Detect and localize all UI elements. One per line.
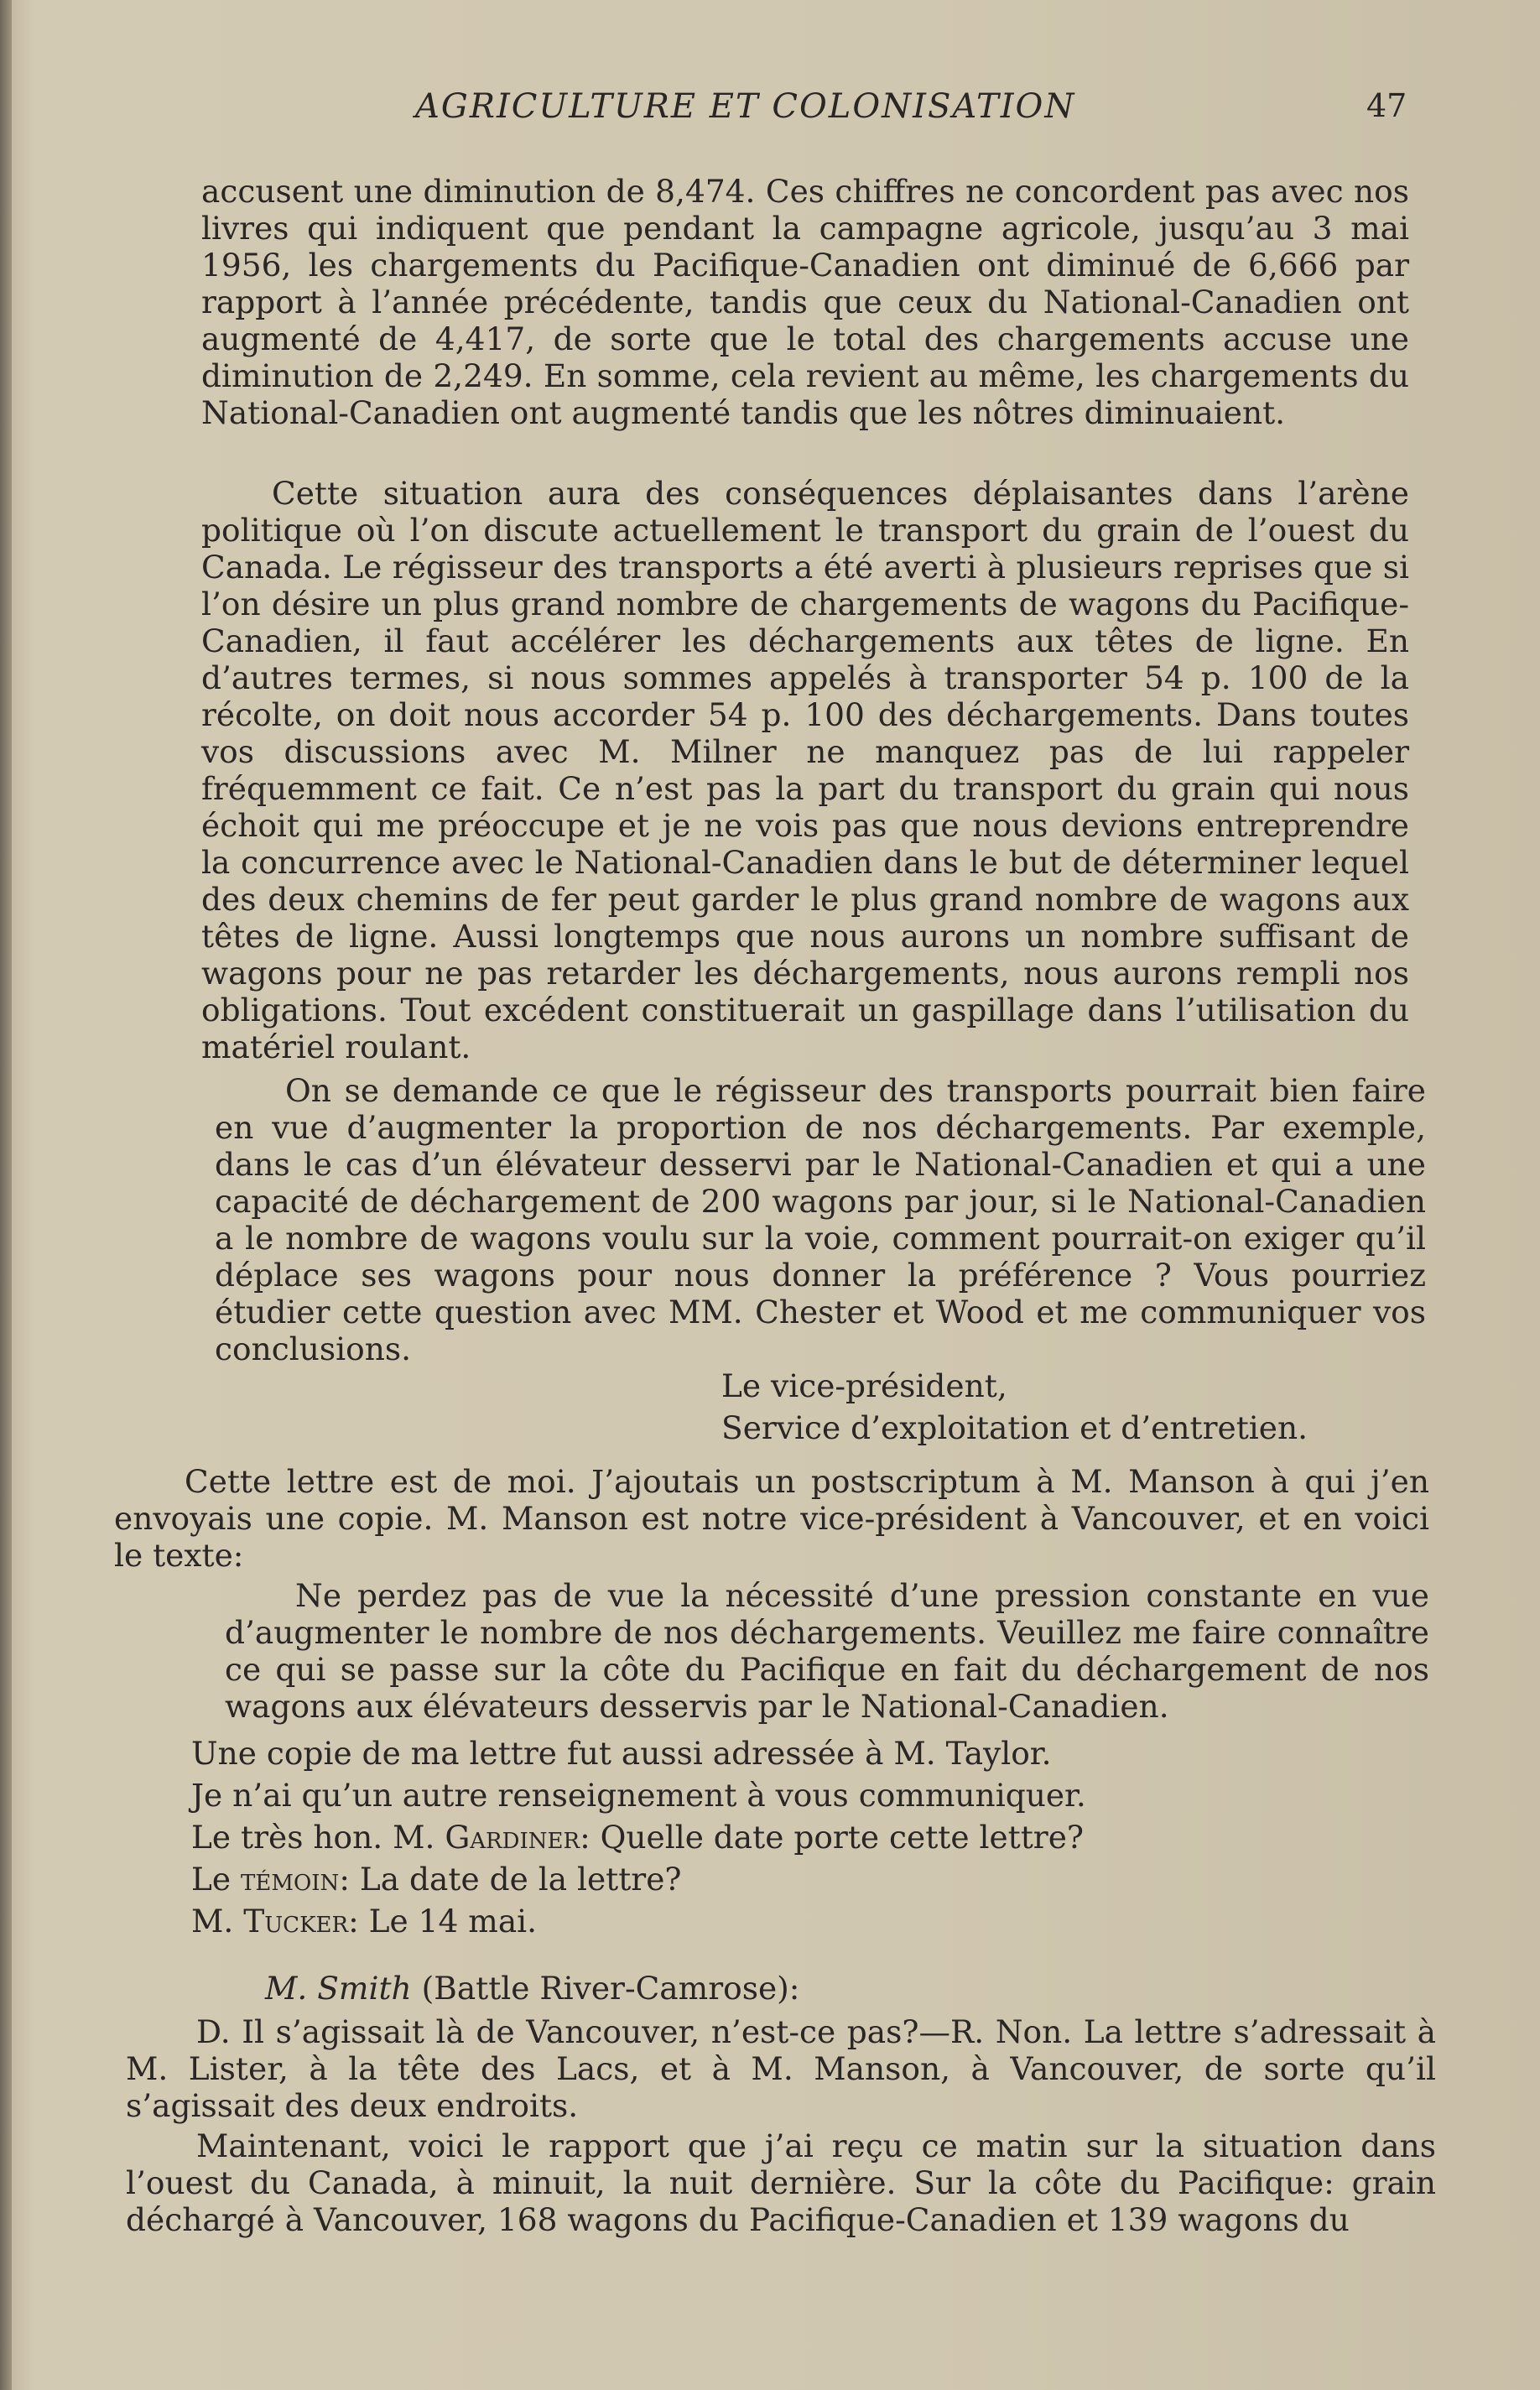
gardiner-prefix: Le très hon. M.	[191, 1819, 435, 1856]
running-title: AGRICULTURE ET COLONISATION	[415, 87, 1076, 126]
witness-text: : La date de la lettre?	[339, 1861, 682, 1898]
speaker-witness: témoin	[241, 1861, 340, 1898]
letter-paragraph-3: On se demande ce que le régisseur des transports pourrait bien faire en vue d’augmenter la proportion de nos déchargements. Par exemple, dans le cas d’un élévateur desservi par le National-Canadien et qui a une capacité de déchargement de 200 wagons par jour, si le National-Canadien a le nombre de wagons voulu sur la voie, comment pourrait-on exiger qu’il déplace ses wagons pour nous donner la préférence ? Vous pourriez étudier cette question avec MM. Chester et Wood et me communiquer vos conclusions.	[215, 1072, 1426, 1367]
witness-prefix: Le	[191, 1861, 232, 1898]
question-answer-paragraph: D. Il s’agissait là de Vancouver, n’est-ce pas?—R. Non. La lettre s’adressait à M. Lister, à la tête des Lacs, et à M. Manson, à Vancouver, de sorte qu’il s’agissait des deux endroits.	[126, 2013, 1436, 2124]
gardiner-text: : Quelle date porte cette lettre?	[580, 1819, 1085, 1856]
book-binding-edge	[0, 0, 12, 2390]
speaker-riding: (Battle River-Camrose):	[421, 1970, 800, 2007]
report-paragraph: Maintenant, voici le rapport que j’ai reçu ce matin sur la situation dans l’ouest du Canada, à minuit, la nuit dernière. Sur la côte du Pacifique: grain déchargé à Vancouver, 168 wagons du Pacifique-Canadien et 139 wagons du	[126, 2127, 1436, 2238]
signature-title: Le vice-président,	[721, 1367, 1007, 1404]
tucker-reply	[191, 1903, 537, 1940]
page-number: 47	[1366, 87, 1407, 124]
other-info-line: Je n’ai qu’un autre renseignement à vous communiquer.	[191, 1777, 1086, 1814]
testimony-paragraph: Cette lettre est de moi. J’ajoutais un postscriptum à M. Manson à qui j’en envoyais une copie. M. Manson est notre vice-président à Vancouver, et en voici le texte:	[114, 1463, 1429, 1574]
speaker-heading	[265, 1970, 799, 2007]
tucker-text: : Le 14 mai.	[348, 1903, 538, 1940]
tucker-prefix: M.	[191, 1903, 234, 1940]
speaker-smith: M. Smith	[265, 1970, 412, 2007]
witness-answer	[191, 1861, 682, 1898]
copy-note-line: Une copie de ma lettre fut aussi adressée à M. Taylor.	[191, 1735, 1052, 1772]
postscript-quote: Ne perdez pas de vue la nécessité d’une pression constante en vue d’augmenter le nombre de nos déchargements. Veuillez me faire connaître ce qui se passe sur la côte du Pacifique en fait du déchargement de nos wagons aux élévateurs desservis par le National-Canadien.	[225, 1577, 1429, 1725]
letter-paragraph-2: Cette situation aura des conséquences déplaisantes dans l’arène politique où l’on discute actuellement le transport du grain de l’ouest du Canada. Le régisseur des transports a été averti à plusieurs reprises que si l’on désire un plus grand nombre de chargements de wagons du Pacifique-Canadien, il faut accélérer les déchargements aux têtes de ligne. En d’autres termes, si nous sommes appelés à transporter 54 p. 100 de la récolte, on doit nous accorder 54 p. 100 des déchargements. Dans toutes vos discussions avec M. Milner ne manquez pas de lui rappeler fréquemment ce fait. Ce n’est pas la part du transport du grain qui nous échoit qui me préoccupe et je ne vois pas que nous devions entreprendre la concurrence avec le National-Canadien dans le but de déterminer lequel des deux chemins de fer peut garder le plus grand nombre de wagons aux têtes de ligne. Aussi longtemps que nous aurons un nombre suffisant de wagons pour ne pas retarder les déchargements, nous aurons rempli nos obligations. Tout excédent constituerait un gaspillage dans l’utilisation du matériel roulant.	[201, 475, 1409, 1065]
speaker-tucker: Tucker	[243, 1903, 349, 1940]
signature-department: Service d’exploitation et d’entretien.	[721, 1409, 1308, 1446]
gardiner-question	[191, 1819, 1084, 1856]
page-header	[0, 87, 1540, 138]
letter-paragraph-1: accusent une diminution de 8,474. Ces chiffres ne concordent pas avec nos livres qui indiquent que pendant la campagne agricole, jusqu’au 3 mai 1956, les chargements du Pacifique-Canadien ont diminué de 6,666 par rapport à l’année précédente, tandis que ceux du National-Canadien ont augmenté de 4,417, de sorte que le total des chargements accuse une diminution de 2,249. En somme, cela revient au même, les chargements du National-Canadien ont augmenté tandis que les nôtres diminuaient.	[201, 173, 1409, 431]
speaker-gardiner: Gardiner	[445, 1819, 580, 1856]
